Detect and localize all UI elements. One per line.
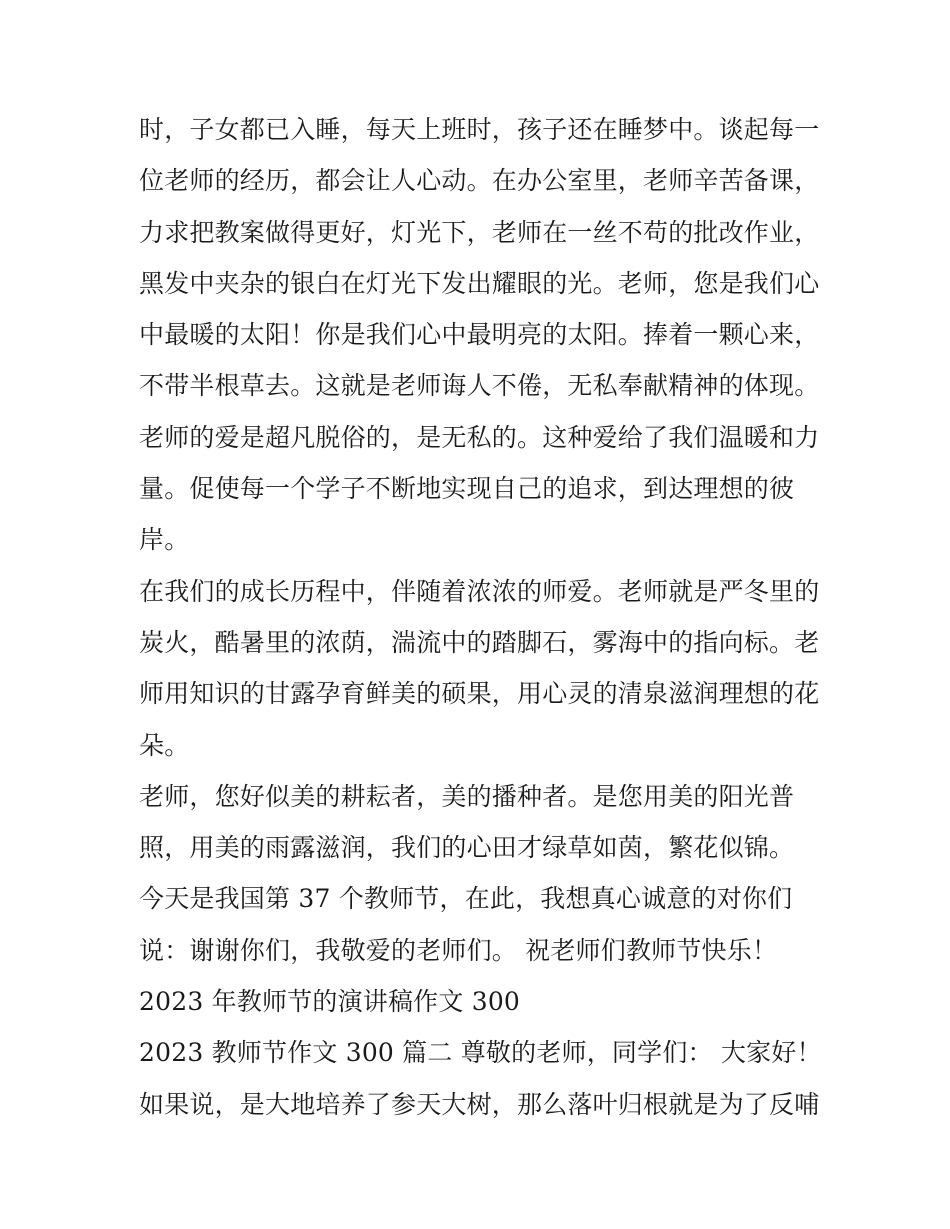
text-line: 时，子女都已入睡，每天上班时，孩子还在睡梦中。谈起每一: [139, 115, 820, 144]
text-line: 位老师的经历，都会让人心动。在办公室里，老师辛苦备课，: [139, 166, 820, 196]
text-line: 师用知识的甘露孕育鲜美的硕果，用心灵的清泉滋润理想的花: [139, 679, 820, 709]
text-line: 不带半根草去。这就是老师诲人不倦，无私奉献精神的体现。: [139, 371, 820, 401]
text-line: 力求把教案做得更好，灯光下，老师在一丝不苟的批改作业，: [139, 217, 820, 247]
text-line: 朵。: [139, 730, 190, 760]
text-line: 照，用美的雨露滋润，我们的心田才绿草如茵，繁花似锦。: [139, 833, 795, 863]
text-line: 量。促使每一个学子不断地实现自己的追求，到达理想的彼: [139, 474, 795, 504]
text-line: 中最暖的太阳！你是我们心中最明亮的太阳。捧着一颗心来，: [139, 320, 820, 350]
text-line: 2023 教师节作文 300 篇二 尊敬的老师，同学们： 大家好！: [139, 1038, 822, 1068]
text-line: 老师的爱是超凡脱俗的，是无私的。这种爱给了我们温暖和力: [139, 422, 820, 452]
document-body: [139, 104, 822, 1130]
text-line: 说：谢谢你们，我敬爱的老师们。 祝老师们教师节快乐！: [139, 935, 778, 965]
text-line: 今天是我国第 37 个教师节，在此，我想真心诚意的对你们: [139, 884, 793, 914]
text-line: 老师，您好似美的耕耘者，美的播种者。是您用美的阳光普: [139, 781, 795, 811]
text-line: 如果说，是大地培养了参天大树，那么落叶归根就是为了反哺: [139, 1089, 820, 1119]
heading-line: 2023 年教师节的演讲稿作文 300: [139, 987, 521, 1017]
text-line: 在我们的成长历程中，伴随着浓浓的师爱。老师就是严冬里的: [139, 576, 820, 606]
text-line: 炭火，酷暑里的浓荫，湍流中的踏脚石，雾海中的指向标。老: [139, 627, 820, 657]
text-line: 黑发中夹杂的银白在灯光下发出耀眼的光。老师，您是我们心: [139, 268, 820, 298]
text-line: 岸。: [139, 525, 190, 555]
